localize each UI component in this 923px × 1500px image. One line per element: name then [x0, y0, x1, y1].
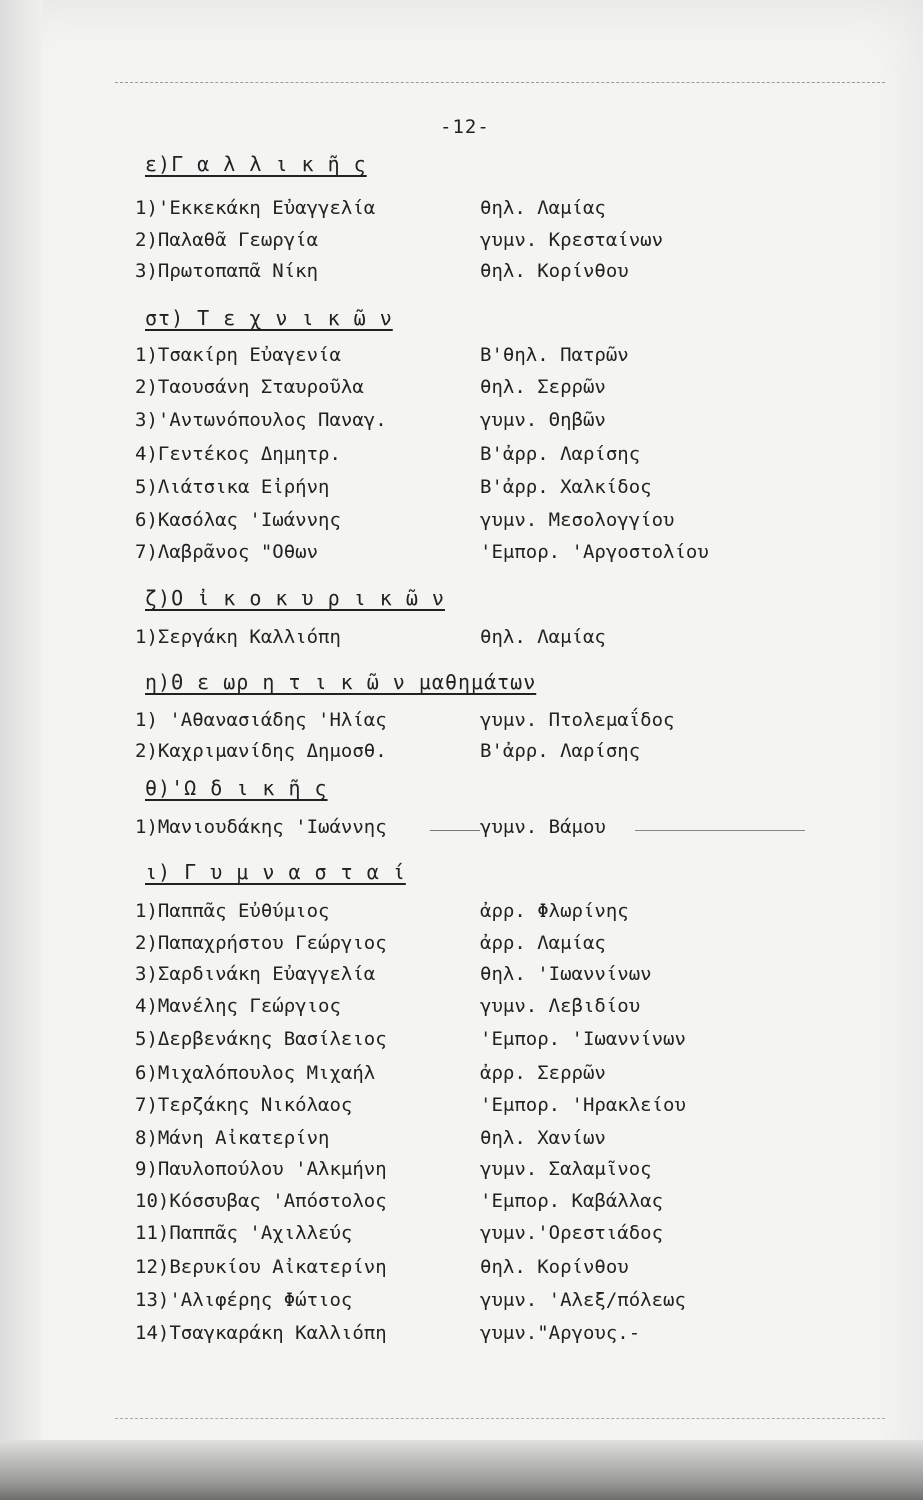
school-name: 'Εμπορ. 'Ηρακλείου — [480, 1094, 686, 1116]
list-item — [0, 443, 923, 469]
school-name: γυμν. Μεσολογγίου — [480, 509, 675, 531]
section-heading-french: ε)Γ α λ λ ι κ ῆ ς — [145, 152, 367, 176]
list-item — [0, 1028, 923, 1054]
list-item — [0, 995, 923, 1021]
page-bottom-shadow — [0, 1440, 923, 1500]
teacher-name: 10)Κόσσυβας 'Απόστολος — [135, 1190, 387, 1212]
top-dashed-rule — [115, 82, 885, 83]
school-name: γυμν. Πτολεμαΐδος — [480, 709, 675, 731]
teacher-name: 8)Μάνη Αἰκατερίνη — [135, 1127, 330, 1149]
list-item — [0, 376, 923, 402]
teacher-name: 9)Παυλοπούλου 'Αλκμήνη — [135, 1158, 387, 1180]
section-heading-music: θ)'Ω δ ι κ ῆ ς — [145, 776, 328, 800]
list-item — [0, 1289, 923, 1315]
teacher-name: 5)Λιάτσικα Εἰρήνη — [135, 476, 330, 498]
teacher-name: 1)Τσακίρη Εὐαγενία — [135, 344, 341, 366]
leader-line — [635, 830, 805, 831]
teacher-name: 7)Τερζάκης Νικόλαος — [135, 1094, 353, 1116]
list-item — [0, 476, 923, 502]
section-heading-technical: στ) Τ ε χ ν ι κ ῶ ν — [145, 306, 393, 330]
teacher-name: 6)Μιχαλόπουλος Μιχαήλ — [135, 1062, 376, 1084]
list-item — [0, 1256, 923, 1282]
teacher-name: 7)Λαβρᾶνος "Οθων — [135, 541, 319, 563]
page-number: -12- — [440, 116, 490, 138]
list-item — [0, 409, 923, 435]
list-item — [0, 344, 923, 370]
teacher-name: 3)'Αντωνόπουλος Παναγ. — [135, 409, 387, 431]
school-name: 'Εμπορ. Καβάλλας — [480, 1190, 664, 1212]
school-name: 'Εμπορ. 'Ιωαννίνων — [480, 1028, 686, 1050]
school-name: θηλ. Λαμίας — [480, 197, 606, 219]
school-name: Β'θηλ. Πατρῶν — [480, 344, 629, 366]
list-item — [0, 900, 923, 926]
section-heading-theoretical: η)Θ ε ωρ η τ ι κ ῶ ν μαθημάτων — [145, 670, 537, 694]
school-name: Β'ἀρρ. Λαρίσης — [480, 443, 641, 465]
school-name: ἀρρ. Λαμίας — [480, 932, 606, 954]
list-item — [0, 932, 923, 958]
school-name: Β'ἀρρ. Χαλκίδος — [480, 476, 652, 498]
list-item — [0, 1127, 923, 1153]
list-item — [0, 541, 923, 567]
teacher-name: 3)Πρωτοπαπᾶ Νίκη — [135, 260, 319, 282]
school-name: θηλ. Χανίων — [480, 1127, 606, 1149]
teacher-name: 12)Βερυκίου Αἰκατερίνη — [135, 1256, 387, 1278]
teacher-name: 3)Σαρδινάκη Εὐαγγελία — [135, 963, 376, 985]
teacher-name: 4)Μανέλης Γεώργιος — [135, 995, 341, 1017]
teacher-name: 5)Δερβενάκης Βασίλειος — [135, 1028, 387, 1050]
teacher-name: 2)Παπαχρήστου Γεώργιος — [135, 932, 387, 954]
section-heading-gymnasts: ι) Γ υ μ ν α σ τ α ί — [145, 860, 406, 884]
school-name: γυμν.'Ορεστιάδος — [480, 1222, 664, 1244]
school-name: γυμν. Θηβῶν — [480, 409, 606, 431]
teacher-name: 11)Παππᾶς 'Αχιλλεύς — [135, 1222, 353, 1244]
list-item — [0, 1062, 923, 1088]
section-heading-home-economics: ζ)Ο ἰ κ ο κ υ ρ ι κ ῶ ν — [145, 586, 445, 610]
teacher-name: 4)Γεντέκος Δημητρ. — [135, 443, 341, 465]
list-item — [0, 229, 923, 255]
school-name: γυμν. Βάμου — [480, 816, 606, 838]
teacher-name: 1)'Εκκεκάκη Εὐαγγελία — [135, 197, 376, 219]
teacher-name: 6)Κασόλας 'Ιωάννης — [135, 509, 341, 531]
school-name: ἀρρ. Φλωρίνης — [480, 900, 629, 922]
list-item — [0, 197, 923, 223]
list-item — [0, 509, 923, 535]
teacher-name: 13)'Αλιφέρης Φώτιος — [135, 1289, 353, 1311]
teacher-name: 1)Σεργάκη Καλλιόπη — [135, 626, 341, 648]
teacher-name: 2)Καχριμανίδης Δημοσθ. — [135, 740, 387, 762]
school-name: ἀρρ. Σερρῶν — [480, 1062, 606, 1084]
list-item — [0, 626, 923, 652]
list-item — [0, 1158, 923, 1184]
leader-line — [430, 830, 480, 831]
list-item — [0, 740, 923, 766]
school-name: θηλ. Σερρῶν — [480, 376, 606, 398]
school-name: θηλ. Κορίνθου — [480, 1256, 629, 1278]
list-item — [0, 816, 923, 842]
teacher-name: 1)Μανιουδάκης 'Ιωάννης — [135, 816, 387, 838]
list-item — [0, 1322, 923, 1348]
list-item — [0, 709, 923, 735]
list-item — [0, 260, 923, 286]
school-name: γυμν. 'Αλεξ/πόλεως — [480, 1289, 686, 1311]
school-name: θηλ. 'Ιωαννίνων — [480, 963, 652, 985]
teacher-name: 2)Παλαθᾶ Γεωργία — [135, 229, 319, 251]
school-name: θηλ. Κορίνθου — [480, 260, 629, 282]
list-item — [0, 963, 923, 989]
list-item — [0, 1094, 923, 1120]
school-name: 'Εμπορ. 'Αργοστολίου — [480, 541, 709, 563]
list-item — [0, 1222, 923, 1248]
school-name: γυμν. Λεβιδίου — [480, 995, 641, 1017]
teacher-name: 2)Ταουσάνη Σταυροῦλα — [135, 376, 364, 398]
teacher-name: 1) 'Αθανασιάδης 'Ηλίας — [135, 709, 387, 731]
bottom-dashed-rule — [115, 1418, 885, 1419]
teacher-name: 14)Τσαγκαράκη Καλλιόπη — [135, 1322, 387, 1344]
school-name: Β'ἀρρ. Λαρίσης — [480, 740, 641, 762]
school-name: γυμν. Σαλαμῖνος — [480, 1158, 652, 1180]
school-name: θηλ. Λαμίας — [480, 626, 606, 648]
list-item — [0, 1190, 923, 1216]
school-name: γυμν. Κρεσταίνων — [480, 229, 664, 251]
school-name: γυμν."Αργους.- — [480, 1322, 641, 1344]
teacher-name: 1)Παππᾶς Εὐθύμιος — [135, 900, 330, 922]
